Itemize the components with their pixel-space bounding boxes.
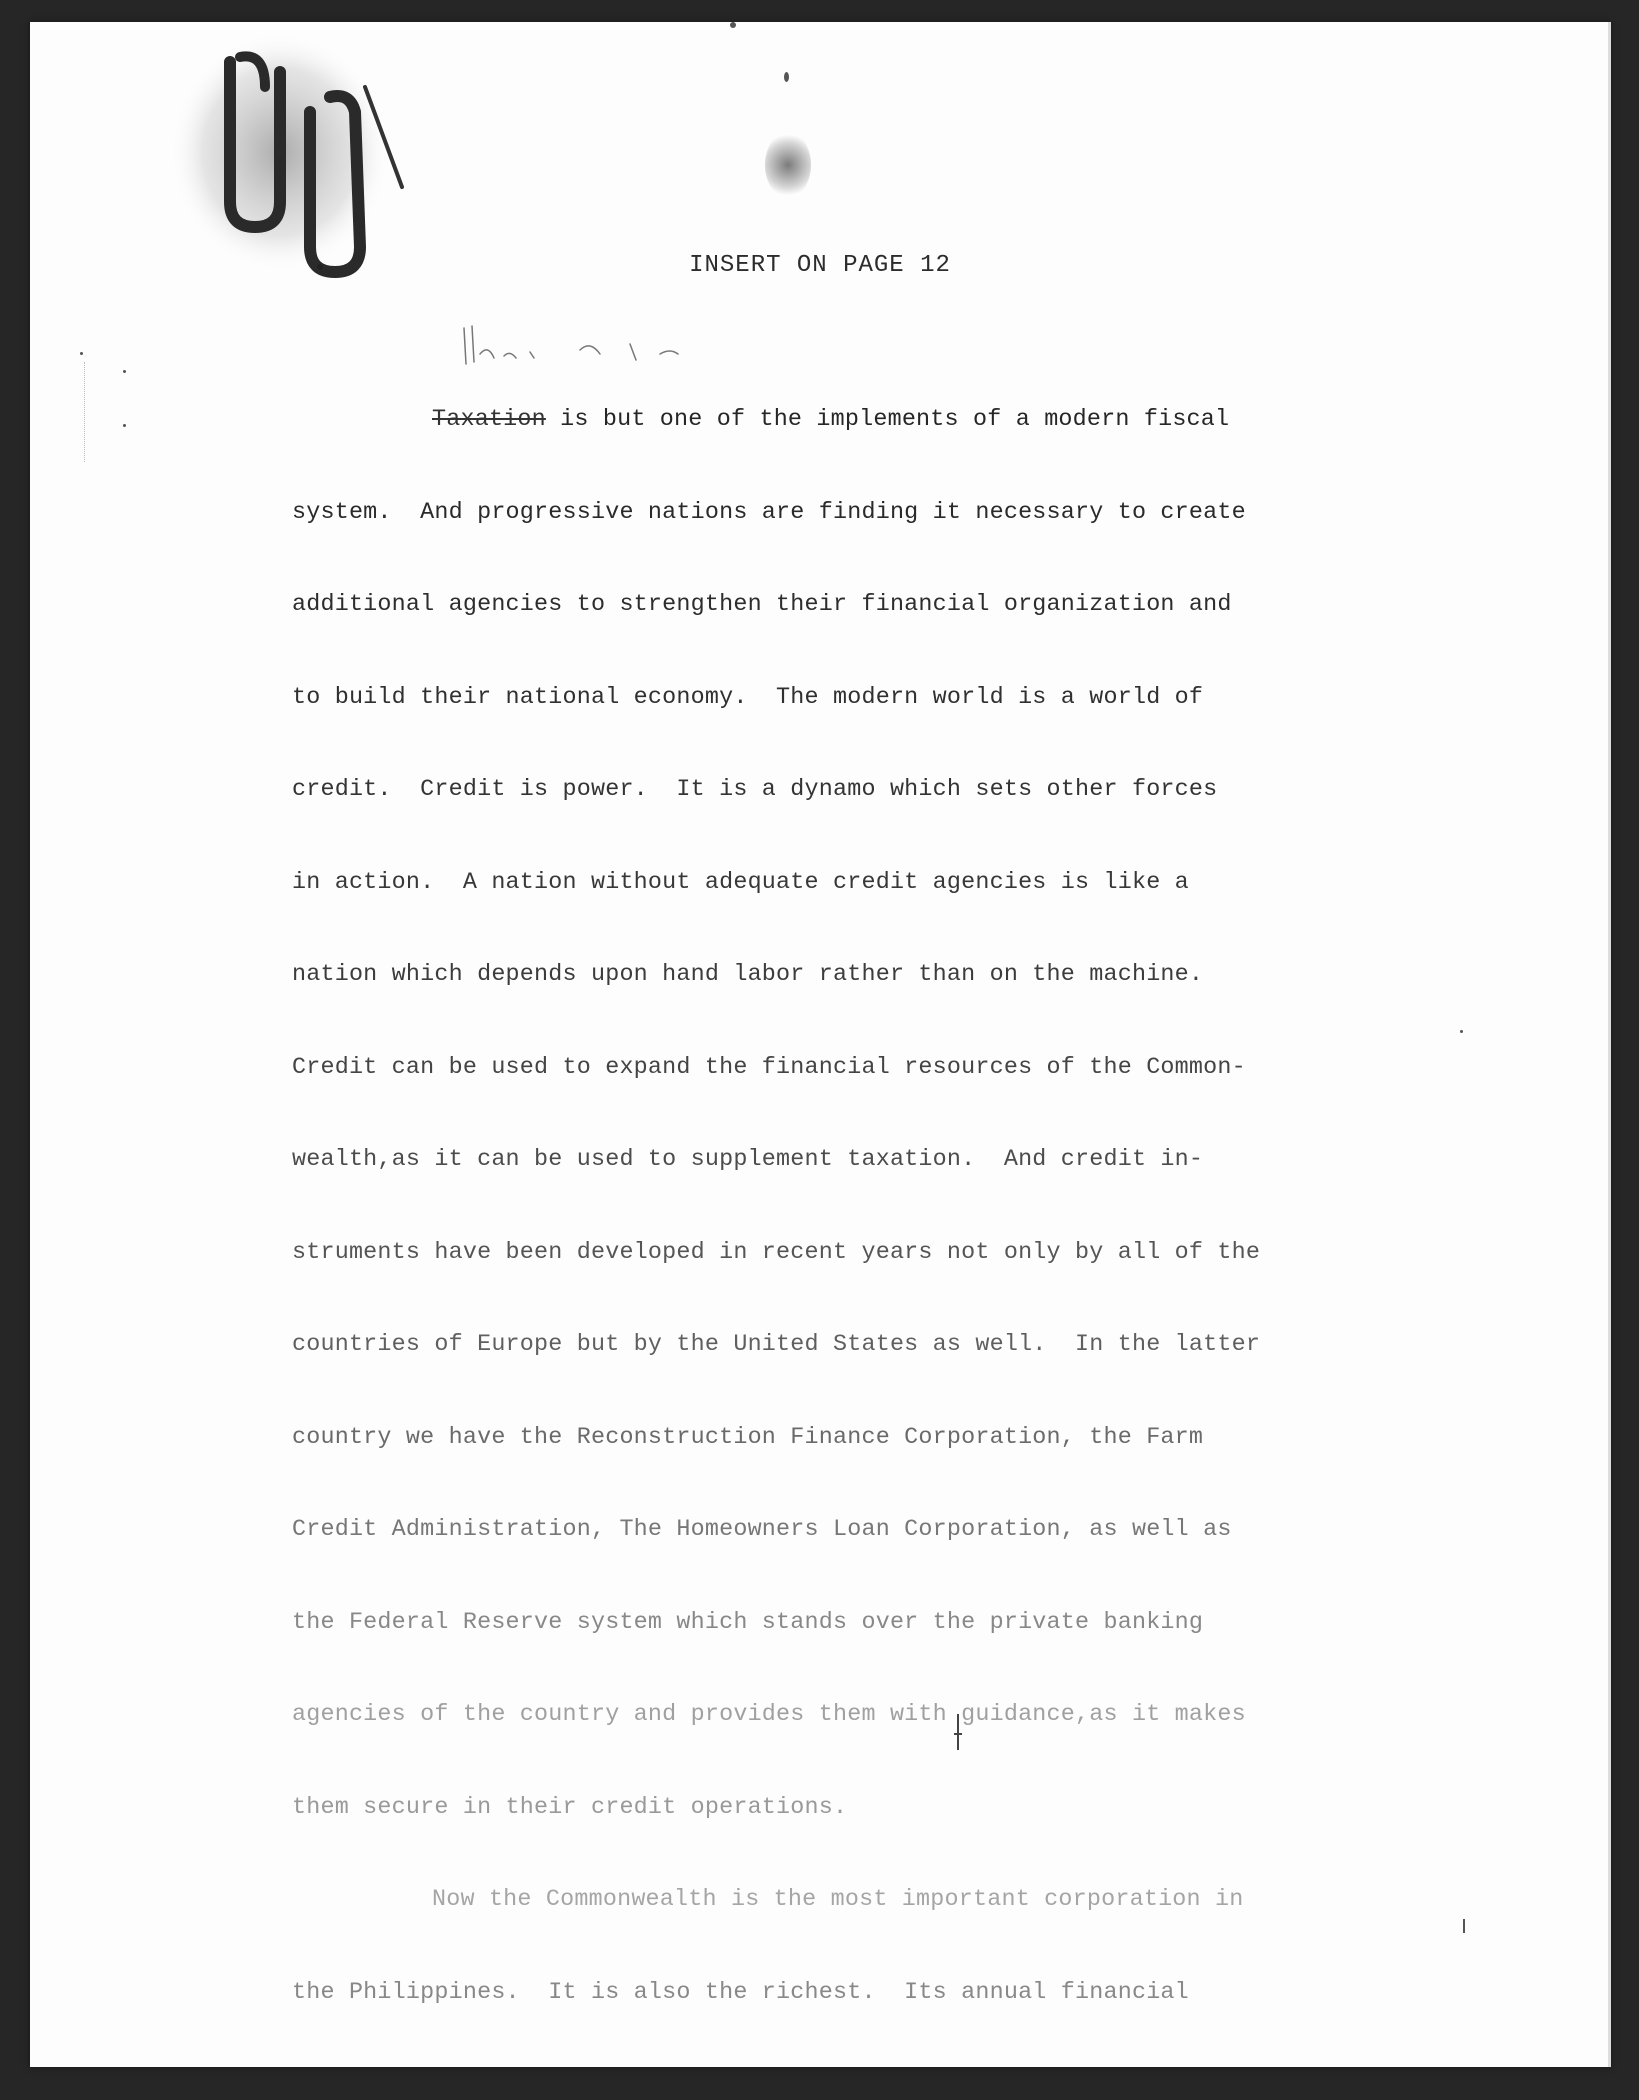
text-line: in action. A nation without adequate credit agencies is like a	[292, 869, 1189, 896]
text-line: credit. Credit is power. It is a dynamo which sets other forces	[292, 777, 1218, 803]
text-line: wealth,as it can be used to supplement taxation. And credit in-	[292, 1147, 1204, 1173]
stray-mark	[80, 352, 83, 355]
text-line: additional agencies to strengthen their financial organization and	[292, 592, 1232, 618]
text-line: system. And progressive nations are finding it necessary to create	[292, 499, 1246, 526]
text-line: Credit can be used to expand the financial resources of the Common-	[292, 1054, 1246, 1081]
text-line: country we have the Reconstruction Finance Corporation, the Farm	[292, 1424, 1204, 1451]
struck-word: Taxation	[432, 407, 546, 433]
text-line: countries of Europe but by the United States as well. In the latter	[292, 1332, 1261, 1358]
text-line: the Federal Reserve system which stands over the private banking	[292, 1609, 1204, 1636]
text-line: them secure in their credit operations.	[292, 1794, 848, 1821]
text-line: to build their national economy. The modern world is a world of	[292, 684, 1204, 711]
text-line: nation which depends upon hand labor rather than on the machine.	[292, 962, 1204, 988]
document-page	[30, 22, 1610, 2067]
text-line: struments have been developed in recent years not only by all of the	[292, 1239, 1261, 1266]
text-line: the Philippines. It is also the richest. Its annual financial	[292, 1979, 1189, 2006]
body-text	[292, 374, 1412, 2039]
text-line	[292, 374, 1412, 467]
text-line: agencies of the country and provides them with guidance,as it makes	[292, 1702, 1246, 1728]
text-line-content: is but one of the implements of a modern fiscal	[545, 407, 1230, 433]
text-line: Credit Administration, The Homeowners Loan Corporation, as well as	[292, 1517, 1232, 1543]
cursor-mark-icon	[952, 1712, 964, 1752]
handwritten-annotation-icon	[460, 324, 720, 370]
stray-mark	[1463, 1919, 1465, 1933]
stray-mark	[1460, 1030, 1463, 1033]
stray-mark	[784, 72, 789, 82]
ink-smudge	[765, 132, 811, 198]
paperclip-stain-icon	[170, 32, 410, 282]
text-line: Now the Commonwealth is the most important corporation in	[432, 1887, 1244, 1913]
page-title: INSERT ON PAGE 12	[689, 252, 951, 279]
margin-dots	[84, 362, 89, 462]
stray-mark	[123, 370, 126, 373]
stray-mark	[730, 22, 736, 28]
stray-mark	[123, 424, 126, 427]
page-edge	[1608, 22, 1611, 2067]
